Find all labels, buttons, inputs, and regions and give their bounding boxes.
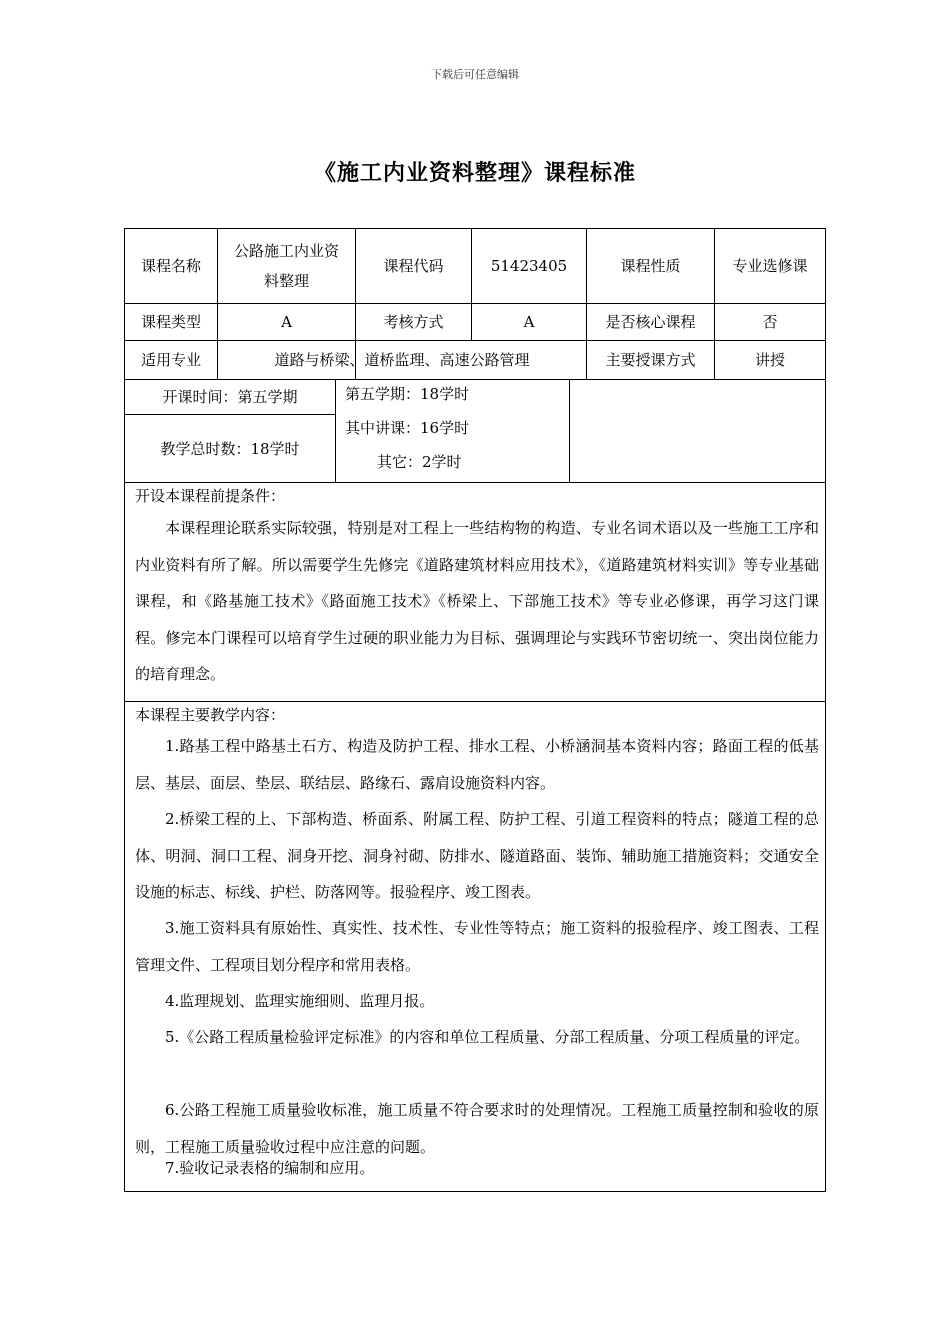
course-type-label: 课程类型 [140,313,201,331]
row-divider [125,482,825,483]
column-divider [569,379,570,482]
course-standard-table [124,228,826,1192]
core-course-value: 否 [762,313,778,331]
content-item-6: 6.公路工程施工质量验收标准，施工质量不符合要求时的处理情况。工程施工质量控制和验收的原则，工程施工质量验收过程中应注意的问题。 [135,1101,819,1156]
content-item-5: 5.《公路工程质量检验评定标准》的内容和单位工程质量、分部工程质量、分项工程质量的评定。 [165,1028,810,1046]
course-name-value: 公路施工内业资料整理 [233,242,339,290]
course-name-label: 课程名称 [140,257,201,275]
total-hours: 教学总时数：18学时 [160,439,300,458]
major-label: 适用专业 [140,351,201,369]
prerequisite-body: 本课程理论联系实际较强，特别是对工程上一些结构物的构造、专业名词术语以及一些施工工序和内业资料有所了解。所以需要学生先修完《道路建筑材料应用技术》，《道路建筑材料实训》等专业基础课程，和《路基施工技术》《路面施工技术》《桥梁上、下部施工技术》等专业必修课，再学习这门课程。修完本门课程可以培育学生过硬的职业能力为目标、强调理论与实践环节密切统一、突出岗位能力的培育理念。 [135,519,819,683]
content-item-2: 2.桥梁工程的上、下部构造、桥面系、附属工程、防护工程、引道工程资料的特点；隧道工程的总体、明洞、洞口工程、洞身开挖、洞身衬砌、防排水、隧道路面、装饰、辅助施工措施资料；交通安全设施的标志、标线、护栏、防落网等。报验程序、竣工图表。 [135,810,819,901]
teaching-mode-label: 主要授课方式 [605,351,696,369]
row-divider [125,701,825,702]
major-value: 道路与桥梁、道桥监理、高速公路管理 [274,351,530,369]
course-code-value: 51423405 [490,257,568,275]
page-title: 《施工内业资料整理》课程标准 [313,160,636,186]
content-heading: 本课程主要教学内容： [135,706,286,724]
watermark-text: 下载后可任意编辑 [431,68,519,81]
term-hours: 第五学期：18学时 [345,385,470,403]
course-type-value: A [281,313,292,331]
content-item-4: 4.监理规划、监理实施细则、监理月报。 [165,992,435,1010]
column-divider [335,379,336,482]
content-item-1: 1.路基工程中路基土石方、构造及防护工程、排水工程、小桥涵洞基本资料内容；路面工程的低基层、基层、面层、垫层、联结层、路缘石、露肩设施资料内容。 [135,737,819,792]
teaching-mode-value: 讲授 [754,351,785,369]
assessment-label: 考核方式 [383,313,444,331]
start-term: 开课时间：第五学期 [162,388,298,406]
course-nature-value: 专业选修课 [732,257,808,275]
assessment-value: A [523,313,535,331]
prerequisite-heading: 开设本课程前提条件： [135,487,286,505]
content-item-7: 7.验收记录表格的编制和应用。 [165,1159,375,1177]
lecture-hours: 其中讲课：16学时 [345,419,470,437]
core-course-label: 是否核心课程 [605,313,696,331]
course-nature-label: 课程性质 [620,257,681,275]
course-code-label: 课程代码 [383,257,444,275]
other-hours: 其它：2学时 [377,453,462,471]
content-item-3: 3.施工资料具有原始性、真实性、技术性、专业性等特点；施工资料的报验程序、竣工图表、工程管理文件、工程项目划分程序和常用表格。 [135,919,819,974]
